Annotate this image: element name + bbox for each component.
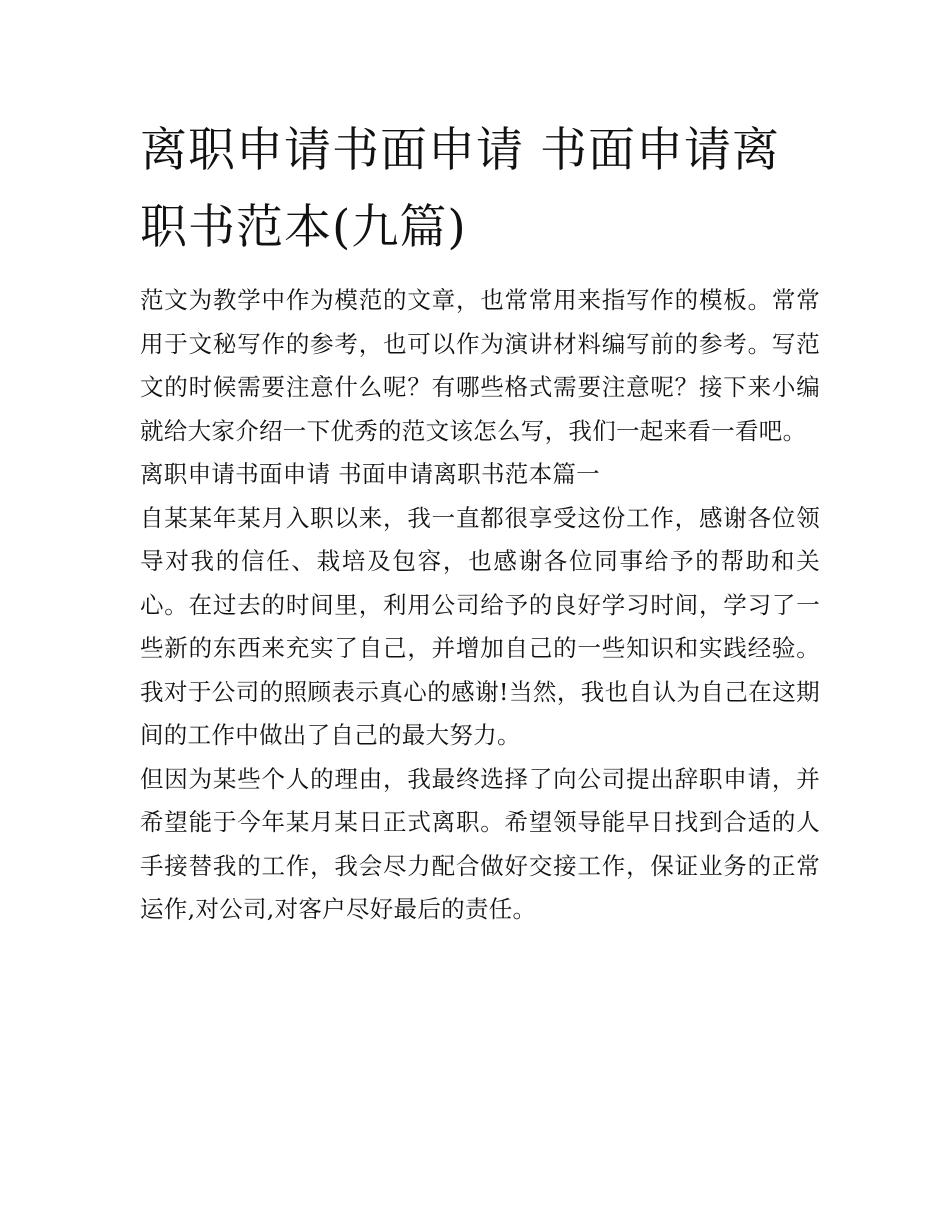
intro-paragraph: 范文为教学中作为模范的文章，也常常用来指写作的模板。常常用于文秘写作的参考，也可以作为演讲材料编写前的参考。写范文的时候需要注意什么呢？有哪些格式需要注意呢？接下来小编就给大家介绍一下优秀的范文该怎么写，我们一起来看一看吧。 — [140, 286, 820, 445]
document-title: 离职申请书面申请 书面申请离职书范本(九篇) — [140, 123, 780, 255]
body-paragraph-2: 但因为某些个人的理由，我最终选择了向公司提出辞职申请，并希望能于今年某月某日正式离职。希望领导能早日找到合适的人手接替我的工作，我会尽力配合做好交接工作，保证业务的正常运作,对公司,对客户尽好最后的责任。 — [140, 764, 820, 923]
section-heading: 离职申请书面申请 书面申请离职书范本篇一 — [140, 460, 600, 488]
body-paragraph-1: 自某某年某月入职以来，我一直都很享受这份工作，感谢各位领导对我的信任、栽培及包容，也感谢各位同事给予的帮助和关心。在过去的时间里，利用公司给予的良好学习时间，学习了一些新的东西来充实了自己，并增加自己的一些知识和实践经验。我对于公司的照顾表示真心的感谢!当然，我也自认为自己在这期间的工作中做出了自己的最大努力。 — [140, 503, 820, 749]
document-body — [140, 112, 820, 932]
